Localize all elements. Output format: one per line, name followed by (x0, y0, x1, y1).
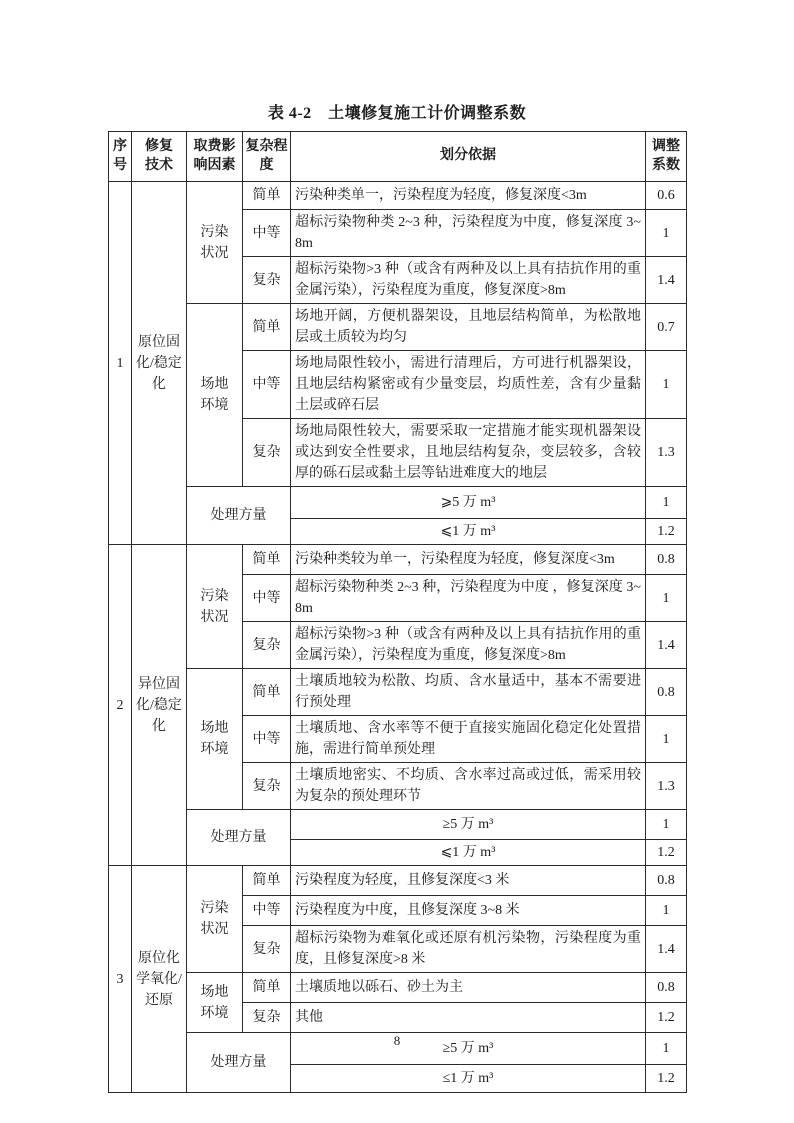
coef-cell: 1.2 (646, 1003, 687, 1033)
column-header-no: 序号 (109, 132, 132, 182)
column-header-complexity: 复杂程度 (243, 132, 291, 182)
coef-cell: 1 (646, 716, 687, 763)
basis-cell: 超标污染物种类 2~3 种，污染程度为中度 ，修复深度 3~8m (291, 575, 646, 622)
basis-cell: ≥5 万 m³ (291, 810, 646, 840)
coef-cell: 1.3 (646, 763, 687, 810)
complexity-cell: 简单 (243, 304, 291, 351)
basis-cell: ⩾5 万 m³ (291, 487, 646, 519)
basis-cell: 污染程度为轻度，且修复深度<3 米 (291, 866, 646, 896)
table-row (109, 973, 687, 1003)
basis-cell: 场地局限性较大，需要采取一定措施才能实现机器架设或达到安全性要求，且地层结构复杂，变层较多，含较厚的砾石层或黏土层等钻进难度大的地层 (291, 419, 646, 487)
factor-label: 场地环境 (200, 377, 229, 413)
complexity-cell: 简单 (243, 866, 291, 896)
factor-label: 污染状况 (200, 901, 229, 937)
factor-cell (187, 866, 243, 973)
basis-cell: ⩽1 万 m³ (291, 519, 646, 545)
basis-cell: 超标污染物>3 种（或含有两种及以上具有拮抗作用的重金属污染），污染程度为重度，修复深度>8m (291, 257, 646, 304)
complexity-cell: 复杂 (243, 926, 291, 973)
basis-cell: ⩽1 万 m³ (291, 840, 646, 866)
column-header-tech-label: 修复技术 (145, 138, 173, 173)
page-title: 表 4-2 土壤修复施工计价调整系数 (267, 105, 527, 122)
coef-cell: 0.8 (646, 545, 687, 575)
coef-cell: 0.8 (646, 973, 687, 1003)
coef-cell: 1.4 (646, 257, 687, 304)
section-number: 3 (109, 866, 132, 1093)
coef-cell: 1 (646, 1033, 687, 1065)
complexity-cell: 中等 (243, 575, 291, 622)
factor-label: 污染状况 (200, 588, 229, 625)
complexity-cell: 中等 (243, 716, 291, 763)
table-row (109, 545, 687, 575)
complexity-cell: 复杂 (243, 419, 291, 487)
table-header-row (109, 132, 687, 182)
coef-cell: 1 (646, 351, 687, 419)
complexity-cell: 中等 (243, 351, 291, 419)
coef-cell: 1.2 (646, 840, 687, 866)
factor-cell: 处理方量 (187, 487, 291, 545)
coef-cell: 1.4 (646, 622, 687, 669)
page-number: 8 (393, 1033, 401, 1048)
factor-cell (187, 182, 243, 304)
complexity-cell: 复杂 (243, 257, 291, 304)
coef-cell: 0.8 (646, 669, 687, 716)
factor-cell (187, 973, 243, 1033)
coef-cell: 0.6 (646, 182, 687, 210)
column-header-tech (132, 132, 187, 182)
factor-cell: 处理方量 (187, 1033, 291, 1093)
coef-cell: 1 (646, 810, 687, 840)
complexity-cell: 复杂 (243, 1003, 291, 1033)
table-row (109, 810, 687, 840)
coef-cell: 0.7 (646, 304, 687, 351)
basis-cell: 超标污染物>3 种（或含有两种及以上具有拮抗作用的重金属污染），污染程度为重度，修复深度>8m (291, 622, 646, 669)
section-number: 2 (109, 545, 132, 866)
coef-cell: 1.4 (646, 926, 687, 973)
basis-cell: 土壤质地密实、不均质、含水率过高或过低，需采用较为复杂的预处理环节 (291, 763, 646, 810)
complexity-cell: 复杂 (243, 763, 291, 810)
basis-cell: ≤1 万 m³ (291, 1065, 646, 1093)
table-row (109, 487, 687, 519)
basis-cell: 场地局限性较小，需进行清理后，方可进行机器架设，且地层结构紧密或有少量变层，均质性差，含有少量黏土层或碎石层 (291, 351, 646, 419)
column-header-coef: 调整系数 (646, 132, 687, 182)
basis-cell: 土壤质地以砾石、砂土为主 (291, 973, 646, 1003)
factor-cell: 处理方量 (187, 810, 291, 866)
factor-cell (187, 304, 243, 487)
factor-label: 污染状况 (200, 224, 229, 261)
complexity-cell: 复杂 (243, 622, 291, 669)
complexity-cell: 中等 (243, 896, 291, 926)
factor-cell (187, 669, 243, 810)
coef-cell: 1.3 (646, 419, 687, 487)
basis-cell: 土壤质地较为松散、均质、含水量适中，基本不需要进行预处理 (291, 669, 646, 716)
coef-cell: 1.2 (646, 1065, 687, 1093)
coef-cell: 1 (646, 210, 687, 257)
adjustment-coefficient-table (108, 131, 687, 1093)
table-row (109, 669, 687, 716)
basis-cell: 其他 (291, 1003, 646, 1033)
basis-cell: 超标污染物种类 2~3 种，污染程度为中度，修复深度 3~8m (291, 210, 646, 257)
basis-cell: 土壤质地、含水率等不便于直接实施固化稳定化处置措施，需进行简单预处理 (291, 716, 646, 763)
table-row (109, 866, 687, 896)
factor-label: 场地环境 (200, 721, 229, 757)
basis-cell: 污染种类单一，污染程度为轻度，修复深度<3m (291, 182, 646, 210)
table-row (109, 304, 687, 351)
section-number: 1 (109, 182, 132, 545)
column-header-factor: 取费影响因素 (187, 132, 243, 182)
basis-cell: 场地开阔，方便机器架设，且地层结构简单，为松散地层或土质较为均匀 (291, 304, 646, 351)
factor-label: 场地环境 (200, 984, 229, 1021)
factor-cell (187, 545, 243, 669)
coef-cell: 0.8 (646, 866, 687, 896)
basis-cell: 污染程度为中度，且修复深度 3~8 米 (291, 896, 646, 926)
basis-cell: 污染种类较为单一，污染程度为轻度，修复深度<3m (291, 545, 646, 575)
complexity-cell: 简单 (243, 182, 291, 210)
coef-cell: 1 (646, 896, 687, 926)
column-header-basis: 划分依据 (291, 132, 646, 182)
table-row (109, 182, 687, 210)
coef-cell: 1 (646, 487, 687, 519)
complexity-cell: 简单 (243, 973, 291, 1003)
coef-cell: 1.2 (646, 519, 687, 545)
complexity-cell: 简单 (243, 545, 291, 575)
coef-cell: 1 (646, 575, 687, 622)
complexity-cell: 中等 (243, 210, 291, 257)
basis-cell: 超标污染物为难氧化或还原有机污染物，污染程度为重度，且修复深度>8 米 (291, 926, 646, 973)
basis-cell: ≥5 万 m³ (291, 1033, 646, 1065)
complexity-cell: 简单 (243, 669, 291, 716)
tech-cell: 原位化学氧化/还原 (132, 866, 187, 1093)
tech-cell: 原位固化/稳定化 (132, 182, 187, 545)
tech-cell: 异位固化/稳定化 (132, 545, 187, 866)
